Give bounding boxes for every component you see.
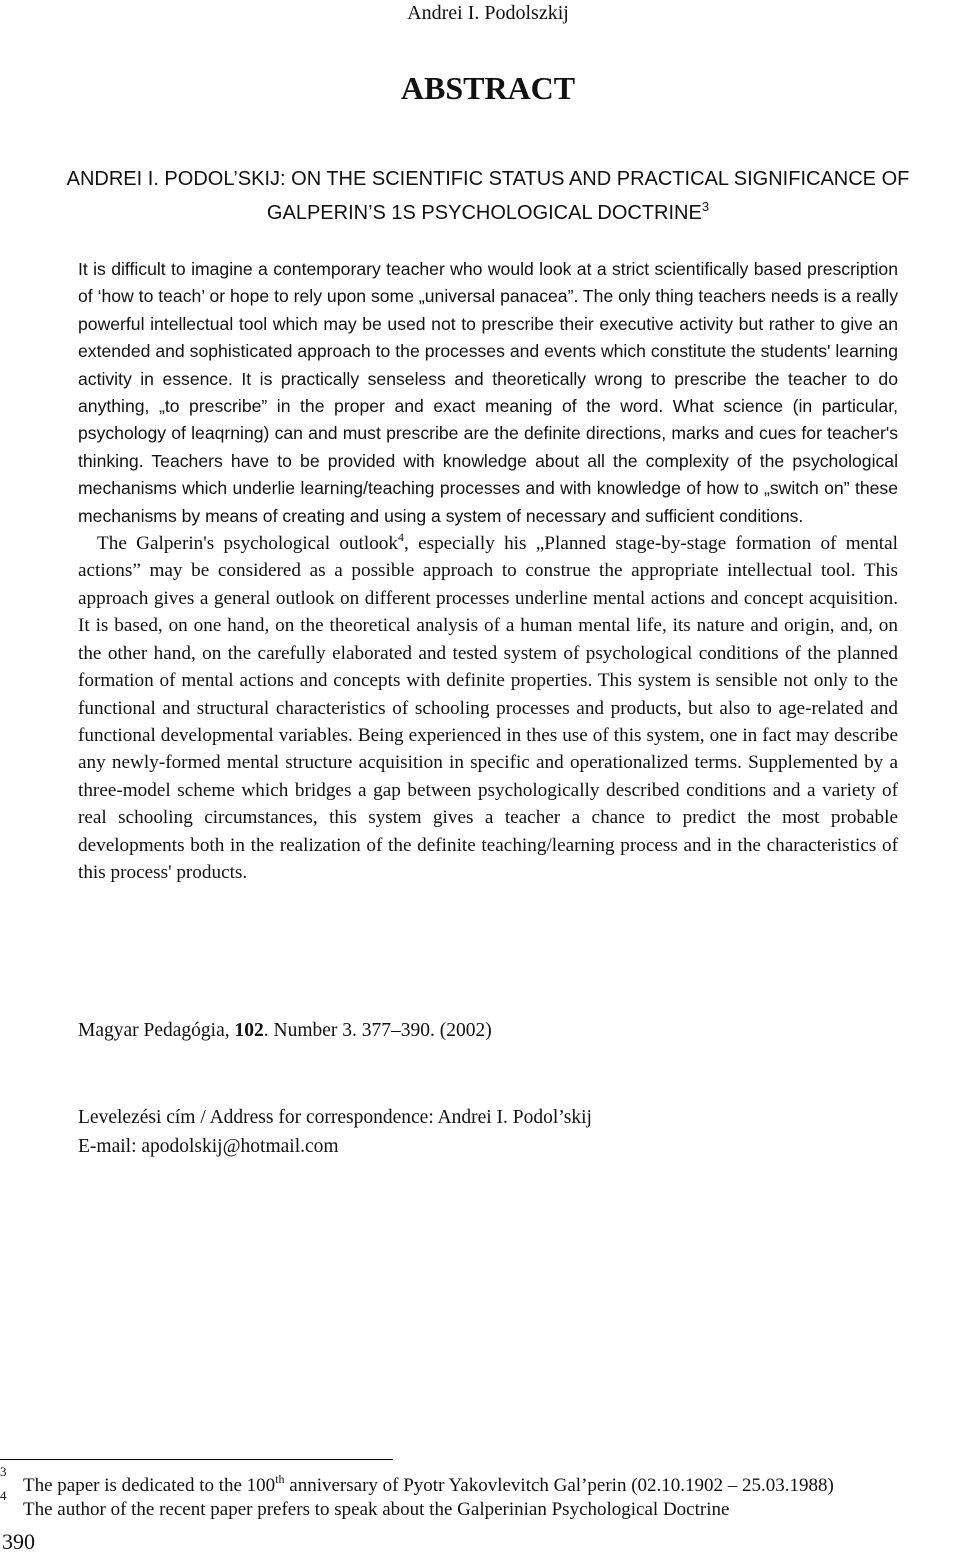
page-number: 390 (2, 1529, 35, 1554)
footnote-3-marker: 3 (0, 1464, 7, 1479)
footnote-3-text-after: anniversary of Pyotr Yakovlevitch Gal’perin (02.10.1902 – 25.03.1988) (284, 1475, 834, 1496)
correspondence-address: Levelezési cím / Address for correspondence: Andrei I. Podol’skij (78, 1107, 592, 1128)
footnote-4-text: The author of the recent paper prefers to speak about the Galperinian Psychological Doctrine (23, 1499, 730, 1520)
correspondence-email: E-mail: apodolskij@hotmail.com (78, 1136, 339, 1157)
correspondence-block (78, 1103, 592, 1161)
citation-rest: . Number 3. 377–390. (2002) (263, 1020, 492, 1041)
citation-volume: 102 (234, 1020, 264, 1041)
footnote-3-superscript: th (275, 1472, 285, 1486)
journal-citation (78, 1020, 492, 1042)
abstract-heading: ABSTRACT (400, 70, 576, 106)
running-head: Andrei I. Podolszkij (407, 2, 569, 24)
article-title-line-1: ANDREI I. PODOL’SKIJ: ON THE SCIENTIFIC STATUS AND PRACTICAL SIGNIFICANCE OF (66, 168, 910, 190)
abstract-paragraph-2 (78, 530, 898, 886)
footnote-4-marker: 4 (0, 1488, 7, 1503)
article-title (0, 162, 960, 230)
citation-journal: Magyar Pedagógia, (78, 1020, 235, 1041)
paragraph-2-lead: The Galperin's psychological outlook (97, 533, 398, 555)
footnote-divider (0, 1459, 393, 1460)
paragraph-2-rest: , especially his „Planned stage-by-stage formation of mental actions” may be considered as a possible approach to construe the appropriate intellectual tool. This approach gives a general outlook on different processes underline mental actions and concept acquisition. It is based, on one hand, on the theoretical analysis of a human mental life, its nature and origin, and, on the other hand, on the carefully elaborated and tested system of psychological conditions of the planned formation of mental actions and concepts with definite properties. This system is sensible not only to the functional and structural characteristics of schooling processes and products, but also to age-related and functional developmental variables. Being experienced in thes use of this system, one in fact may describe any newly-formed mental structure acquisition in specific and operationalized terms. Supplemented by a three-model scheme which bridges a gap between psychologically described conditions and a variety of real schooling circumstances, this system gives a teacher a chance to predict the most probable developments both in the realization of the definite teaching/learning process and in the characteristics of this process' products. (78, 533, 898, 883)
footnote-3-text-before: The paper is dedicated to the 100 (23, 1475, 276, 1496)
footnote-3-text (23, 1474, 834, 1498)
article-title-line-2 (0, 196, 960, 230)
article-title-line-2-text: GALPERIN’S 1S PSYCHOLOGICAL DOCTRINE (266, 202, 702, 224)
abstract-body (78, 256, 898, 886)
title-footnote-ref: 3 (701, 199, 710, 214)
paragraph-2-footnote-ref: 4 (397, 530, 404, 545)
abstract-paragraph-1: It is difficult to imagine a contemporary teacher who would look at a strict scientifically based prescription of ‘how to teach’ or hope to rely upon some „universal panacea”. The only thing teachers needs is a really powerful intellectual tool which may be used not to prescribe their executive activity but rather to give an extended and sophisticated approach to the processes and events which constitute the students' learning activity in essence. It is practically senseless and theoretically wrong to prescribe the teacher to do anything, „to prescribe” in the proper and exact meaning of the word. What science (in particular, psychology of leaqrning) can and must prescribe are the definite directions, marks and cues for teacher's thinking. Teachers have to be provided with knowledge about all the complexity of the psychological mechanisms which underlie learning/teaching processes and with knowledge of how to „switch on” these mechanisms by means of creating and using a system of necessary and sufficient conditions. (78, 259, 898, 526)
